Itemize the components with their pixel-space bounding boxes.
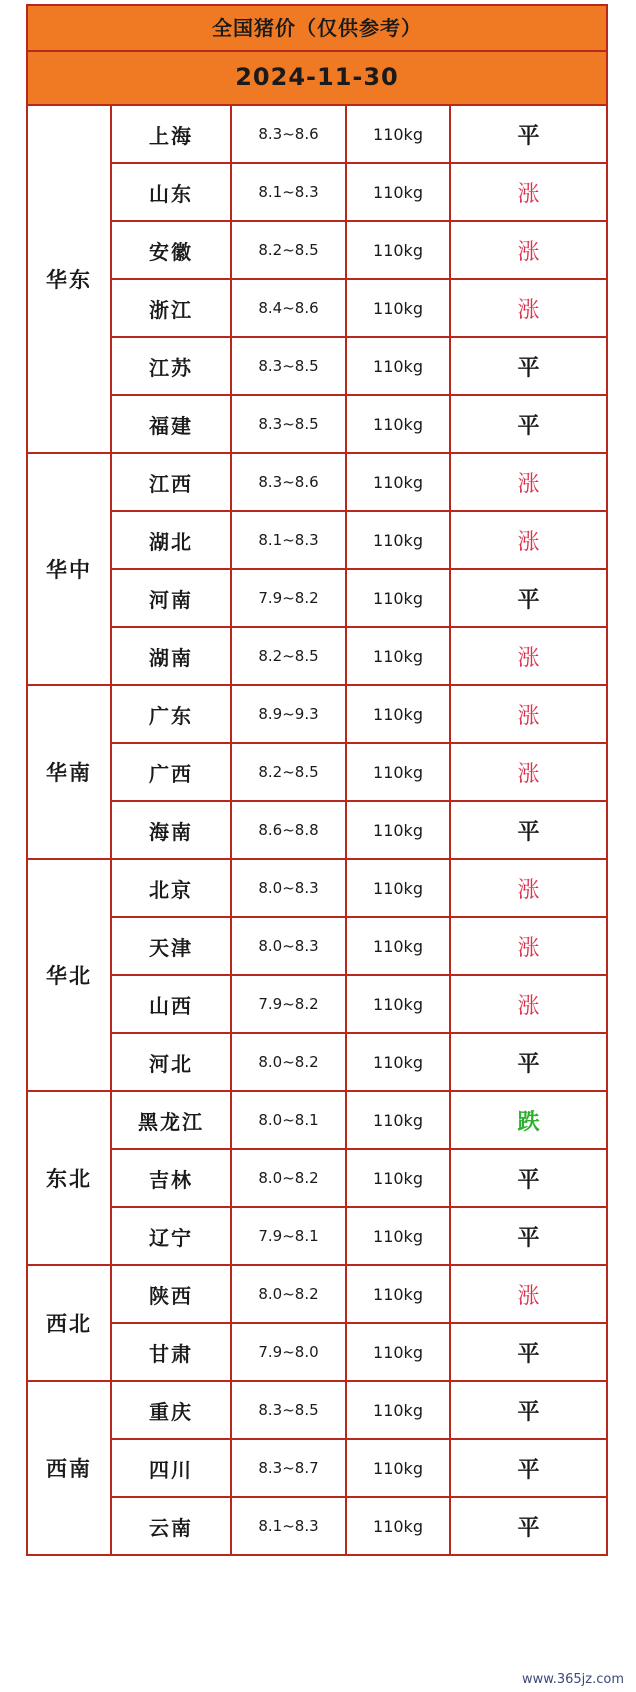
province-cell: 重庆 bbox=[112, 1382, 232, 1440]
trend-cell: 涨 bbox=[451, 686, 606, 744]
price-grid bbox=[26, 106, 608, 1556]
weight-cell: 110kg bbox=[347, 1150, 451, 1208]
trend-cell: 平 bbox=[451, 1150, 606, 1208]
price-cell: 8.2~8.5 bbox=[232, 222, 347, 280]
province-cell: 福建 bbox=[112, 396, 232, 454]
price-cell: 8.1~8.3 bbox=[232, 1498, 347, 1556]
weight-cell: 110kg bbox=[347, 1034, 451, 1092]
weight-cell: 110kg bbox=[347, 222, 451, 280]
province-cell: 吉林 bbox=[112, 1150, 232, 1208]
trend-cell: 涨 bbox=[451, 918, 606, 976]
region-cell: 西南 bbox=[28, 1382, 112, 1556]
price-cell: 8.3~8.5 bbox=[232, 1382, 347, 1440]
trend-cell: 平 bbox=[451, 570, 606, 628]
region-cell: 华东 bbox=[28, 106, 112, 454]
trend-cell: 跌 bbox=[451, 1092, 606, 1150]
price-cell: 8.0~8.1 bbox=[232, 1092, 347, 1150]
province-cell: 湖南 bbox=[112, 628, 232, 686]
trend-cell: 平 bbox=[451, 106, 606, 164]
price-cell: 8.3~8.6 bbox=[232, 106, 347, 164]
trend-cell: 涨 bbox=[451, 628, 606, 686]
weight-cell: 110kg bbox=[347, 802, 451, 860]
weight-cell: 110kg bbox=[347, 1324, 451, 1382]
table-title: 全国猪价（仅供参考） bbox=[26, 4, 608, 52]
trend-cell: 涨 bbox=[451, 860, 606, 918]
weight-cell: 110kg bbox=[347, 1440, 451, 1498]
watermark: www.365jz.com bbox=[518, 1671, 628, 1688]
region-cell: 华中 bbox=[28, 454, 112, 686]
province-cell: 广东 bbox=[112, 686, 232, 744]
trend-cell: 平 bbox=[451, 338, 606, 396]
price-cell: 7.9~8.0 bbox=[232, 1324, 347, 1382]
trend-cell: 涨 bbox=[451, 454, 606, 512]
trend-cell: 涨 bbox=[451, 512, 606, 570]
trend-cell: 平 bbox=[451, 1324, 606, 1382]
price-cell: 8.6~8.8 bbox=[232, 802, 347, 860]
price-cell: 7.9~8.2 bbox=[232, 976, 347, 1034]
weight-cell: 110kg bbox=[347, 570, 451, 628]
weight-cell: 110kg bbox=[347, 164, 451, 222]
weight-cell: 110kg bbox=[347, 338, 451, 396]
price-cell: 8.2~8.5 bbox=[232, 628, 347, 686]
trend-cell: 涨 bbox=[451, 744, 606, 802]
trend-cell: 平 bbox=[451, 1498, 606, 1556]
province-cell: 山东 bbox=[112, 164, 232, 222]
province-cell: 广西 bbox=[112, 744, 232, 802]
weight-cell: 110kg bbox=[347, 918, 451, 976]
trend-cell: 平 bbox=[451, 1034, 606, 1092]
trend-cell: 平 bbox=[451, 1208, 606, 1266]
trend-cell: 平 bbox=[451, 396, 606, 454]
trend-cell: 平 bbox=[451, 1440, 606, 1498]
price-cell: 8.1~8.3 bbox=[232, 512, 347, 570]
province-cell: 河南 bbox=[112, 570, 232, 628]
weight-cell: 110kg bbox=[347, 686, 451, 744]
province-cell: 湖北 bbox=[112, 512, 232, 570]
province-cell: 山西 bbox=[112, 976, 232, 1034]
province-cell: 陕西 bbox=[112, 1266, 232, 1324]
province-cell: 黑龙江 bbox=[112, 1092, 232, 1150]
province-cell: 云南 bbox=[112, 1498, 232, 1556]
province-cell: 江西 bbox=[112, 454, 232, 512]
weight-cell: 110kg bbox=[347, 1208, 451, 1266]
weight-cell: 110kg bbox=[347, 280, 451, 338]
price-cell: 8.3~8.7 bbox=[232, 1440, 347, 1498]
weight-cell: 110kg bbox=[347, 396, 451, 454]
region-cell: 东北 bbox=[28, 1092, 112, 1266]
trend-cell: 涨 bbox=[451, 976, 606, 1034]
province-cell: 四川 bbox=[112, 1440, 232, 1498]
weight-cell: 110kg bbox=[347, 744, 451, 802]
price-cell: 8.3~8.5 bbox=[232, 396, 347, 454]
trend-cell: 涨 bbox=[451, 222, 606, 280]
price-cell: 8.0~8.3 bbox=[232, 918, 347, 976]
price-cell: 8.0~8.3 bbox=[232, 860, 347, 918]
price-cell: 7.9~8.1 bbox=[232, 1208, 347, 1266]
weight-cell: 110kg bbox=[347, 628, 451, 686]
weight-cell: 110kg bbox=[347, 1092, 451, 1150]
trend-cell: 涨 bbox=[451, 1266, 606, 1324]
province-cell: 辽宁 bbox=[112, 1208, 232, 1266]
price-table bbox=[26, 4, 608, 1692]
price-cell: 8.3~8.6 bbox=[232, 454, 347, 512]
province-cell: 天津 bbox=[112, 918, 232, 976]
weight-cell: 110kg bbox=[347, 1266, 451, 1324]
price-cell: 8.4~8.6 bbox=[232, 280, 347, 338]
trend-cell: 平 bbox=[451, 1382, 606, 1440]
table-date: 2024-11-30 bbox=[26, 52, 608, 106]
region-cell: 西北 bbox=[28, 1266, 112, 1382]
weight-cell: 110kg bbox=[347, 1498, 451, 1556]
price-cell: 8.0~8.2 bbox=[232, 1150, 347, 1208]
trend-cell: 涨 bbox=[451, 280, 606, 338]
province-cell: 江苏 bbox=[112, 338, 232, 396]
province-cell: 河北 bbox=[112, 1034, 232, 1092]
province-cell: 上海 bbox=[112, 106, 232, 164]
price-cell: 8.1~8.3 bbox=[232, 164, 347, 222]
province-cell: 安徽 bbox=[112, 222, 232, 280]
price-cell: 8.0~8.2 bbox=[232, 1266, 347, 1324]
region-cell: 华南 bbox=[28, 686, 112, 860]
weight-cell: 110kg bbox=[347, 976, 451, 1034]
price-cell: 8.9~9.3 bbox=[232, 686, 347, 744]
price-cell: 8.3~8.5 bbox=[232, 338, 347, 396]
price-cell: 8.2~8.5 bbox=[232, 744, 347, 802]
weight-cell: 110kg bbox=[347, 860, 451, 918]
weight-cell: 110kg bbox=[347, 1382, 451, 1440]
province-cell: 浙江 bbox=[112, 280, 232, 338]
weight-cell: 110kg bbox=[347, 454, 451, 512]
province-cell: 北京 bbox=[112, 860, 232, 918]
weight-cell: 110kg bbox=[347, 512, 451, 570]
weight-cell: 110kg bbox=[347, 106, 451, 164]
region-cell: 华北 bbox=[28, 860, 112, 1092]
trend-cell: 涨 bbox=[451, 164, 606, 222]
province-cell: 海南 bbox=[112, 802, 232, 860]
province-cell: 甘肃 bbox=[112, 1324, 232, 1382]
price-cell: 8.0~8.2 bbox=[232, 1034, 347, 1092]
price-cell: 7.9~8.2 bbox=[232, 570, 347, 628]
trend-cell: 平 bbox=[451, 802, 606, 860]
